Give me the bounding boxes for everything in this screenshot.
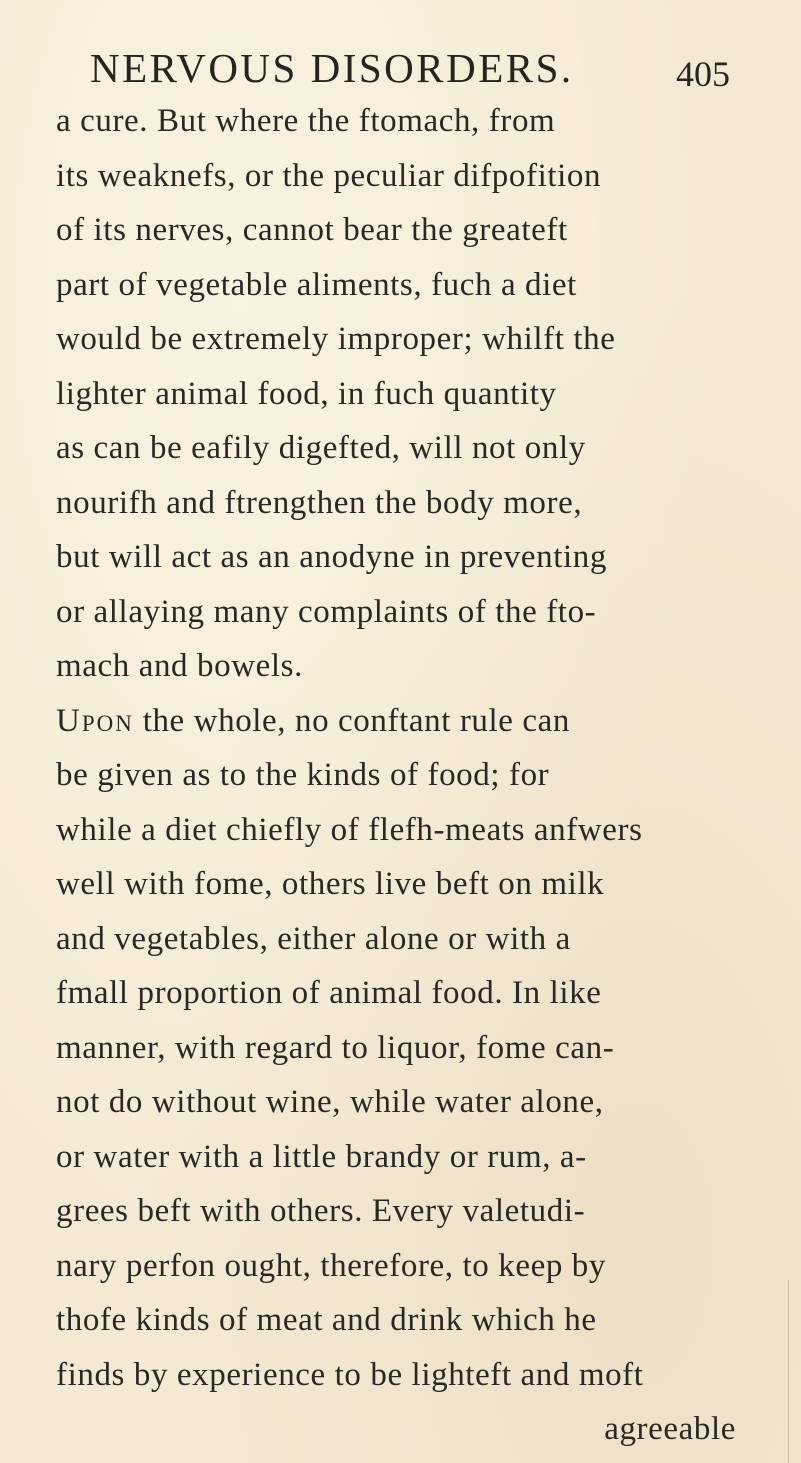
page-header [90, 40, 730, 96]
text-line: finds by experience to be lighteft and moft [56, 1356, 644, 1393]
text-line: as can be eafily digefted, will not only [56, 430, 586, 466]
text-line: not do without wine, while water alone, [56, 1084, 604, 1120]
catchword: agreeable [604, 1411, 736, 1447]
paragraph-initial-word: Upon [56, 702, 134, 739]
text-line: or water with a little brandy or rum, a- [56, 1138, 587, 1175]
text-line: of its nerves, cannot bear the greateft [56, 212, 568, 248]
running-title: NERVOUS DISORDERS. [90, 45, 574, 91]
text-line: grees beft with others. Every valetudi- [56, 1193, 586, 1229]
body-text [56, 94, 736, 1457]
text-line: nourifh and ftrengthen the body more, [56, 484, 583, 521]
page-number: 405 [676, 54, 730, 94]
text-line: would be extremely improper; whilft the [56, 321, 616, 357]
text-line: a cure. But where the ftomach, from [56, 103, 556, 139]
text-line: part of vegetable aliments, fuch a diet [56, 266, 577, 303]
text-line: and vegetables, either alone or with a [56, 920, 571, 957]
text-line: while a diet chiefly of flefh-meats anfwers [56, 811, 643, 848]
text-line: or allaying many complaints of the fto- [56, 593, 597, 630]
text-line: fmall proportion of animal food. In like [56, 975, 602, 1011]
text-line: well with fome, others live beft on milk [56, 866, 605, 902]
paragraph-first-line [56, 694, 736, 749]
text-line: its weaknefs, or the peculiar difpofition [56, 157, 602, 194]
text-line: manner, with regard to liquor, fome can- [56, 1029, 615, 1066]
page-edge-mark [788, 1280, 789, 1463]
text-fragment: the whole, no conftant rule can [133, 702, 570, 739]
text-line: lighter animal food, in fuch quantity [56, 375, 557, 412]
text-line: mach and bowels. [56, 648, 303, 684]
text-line: but will act as an anodyne in preventing [56, 539, 607, 575]
text-line: nary perfon ought, therefore, to keep by [56, 1247, 606, 1284]
text-line: thofe kinds of meat and drink which he [56, 1302, 597, 1338]
text-line: be given as to the kinds of food; for [56, 757, 550, 793]
